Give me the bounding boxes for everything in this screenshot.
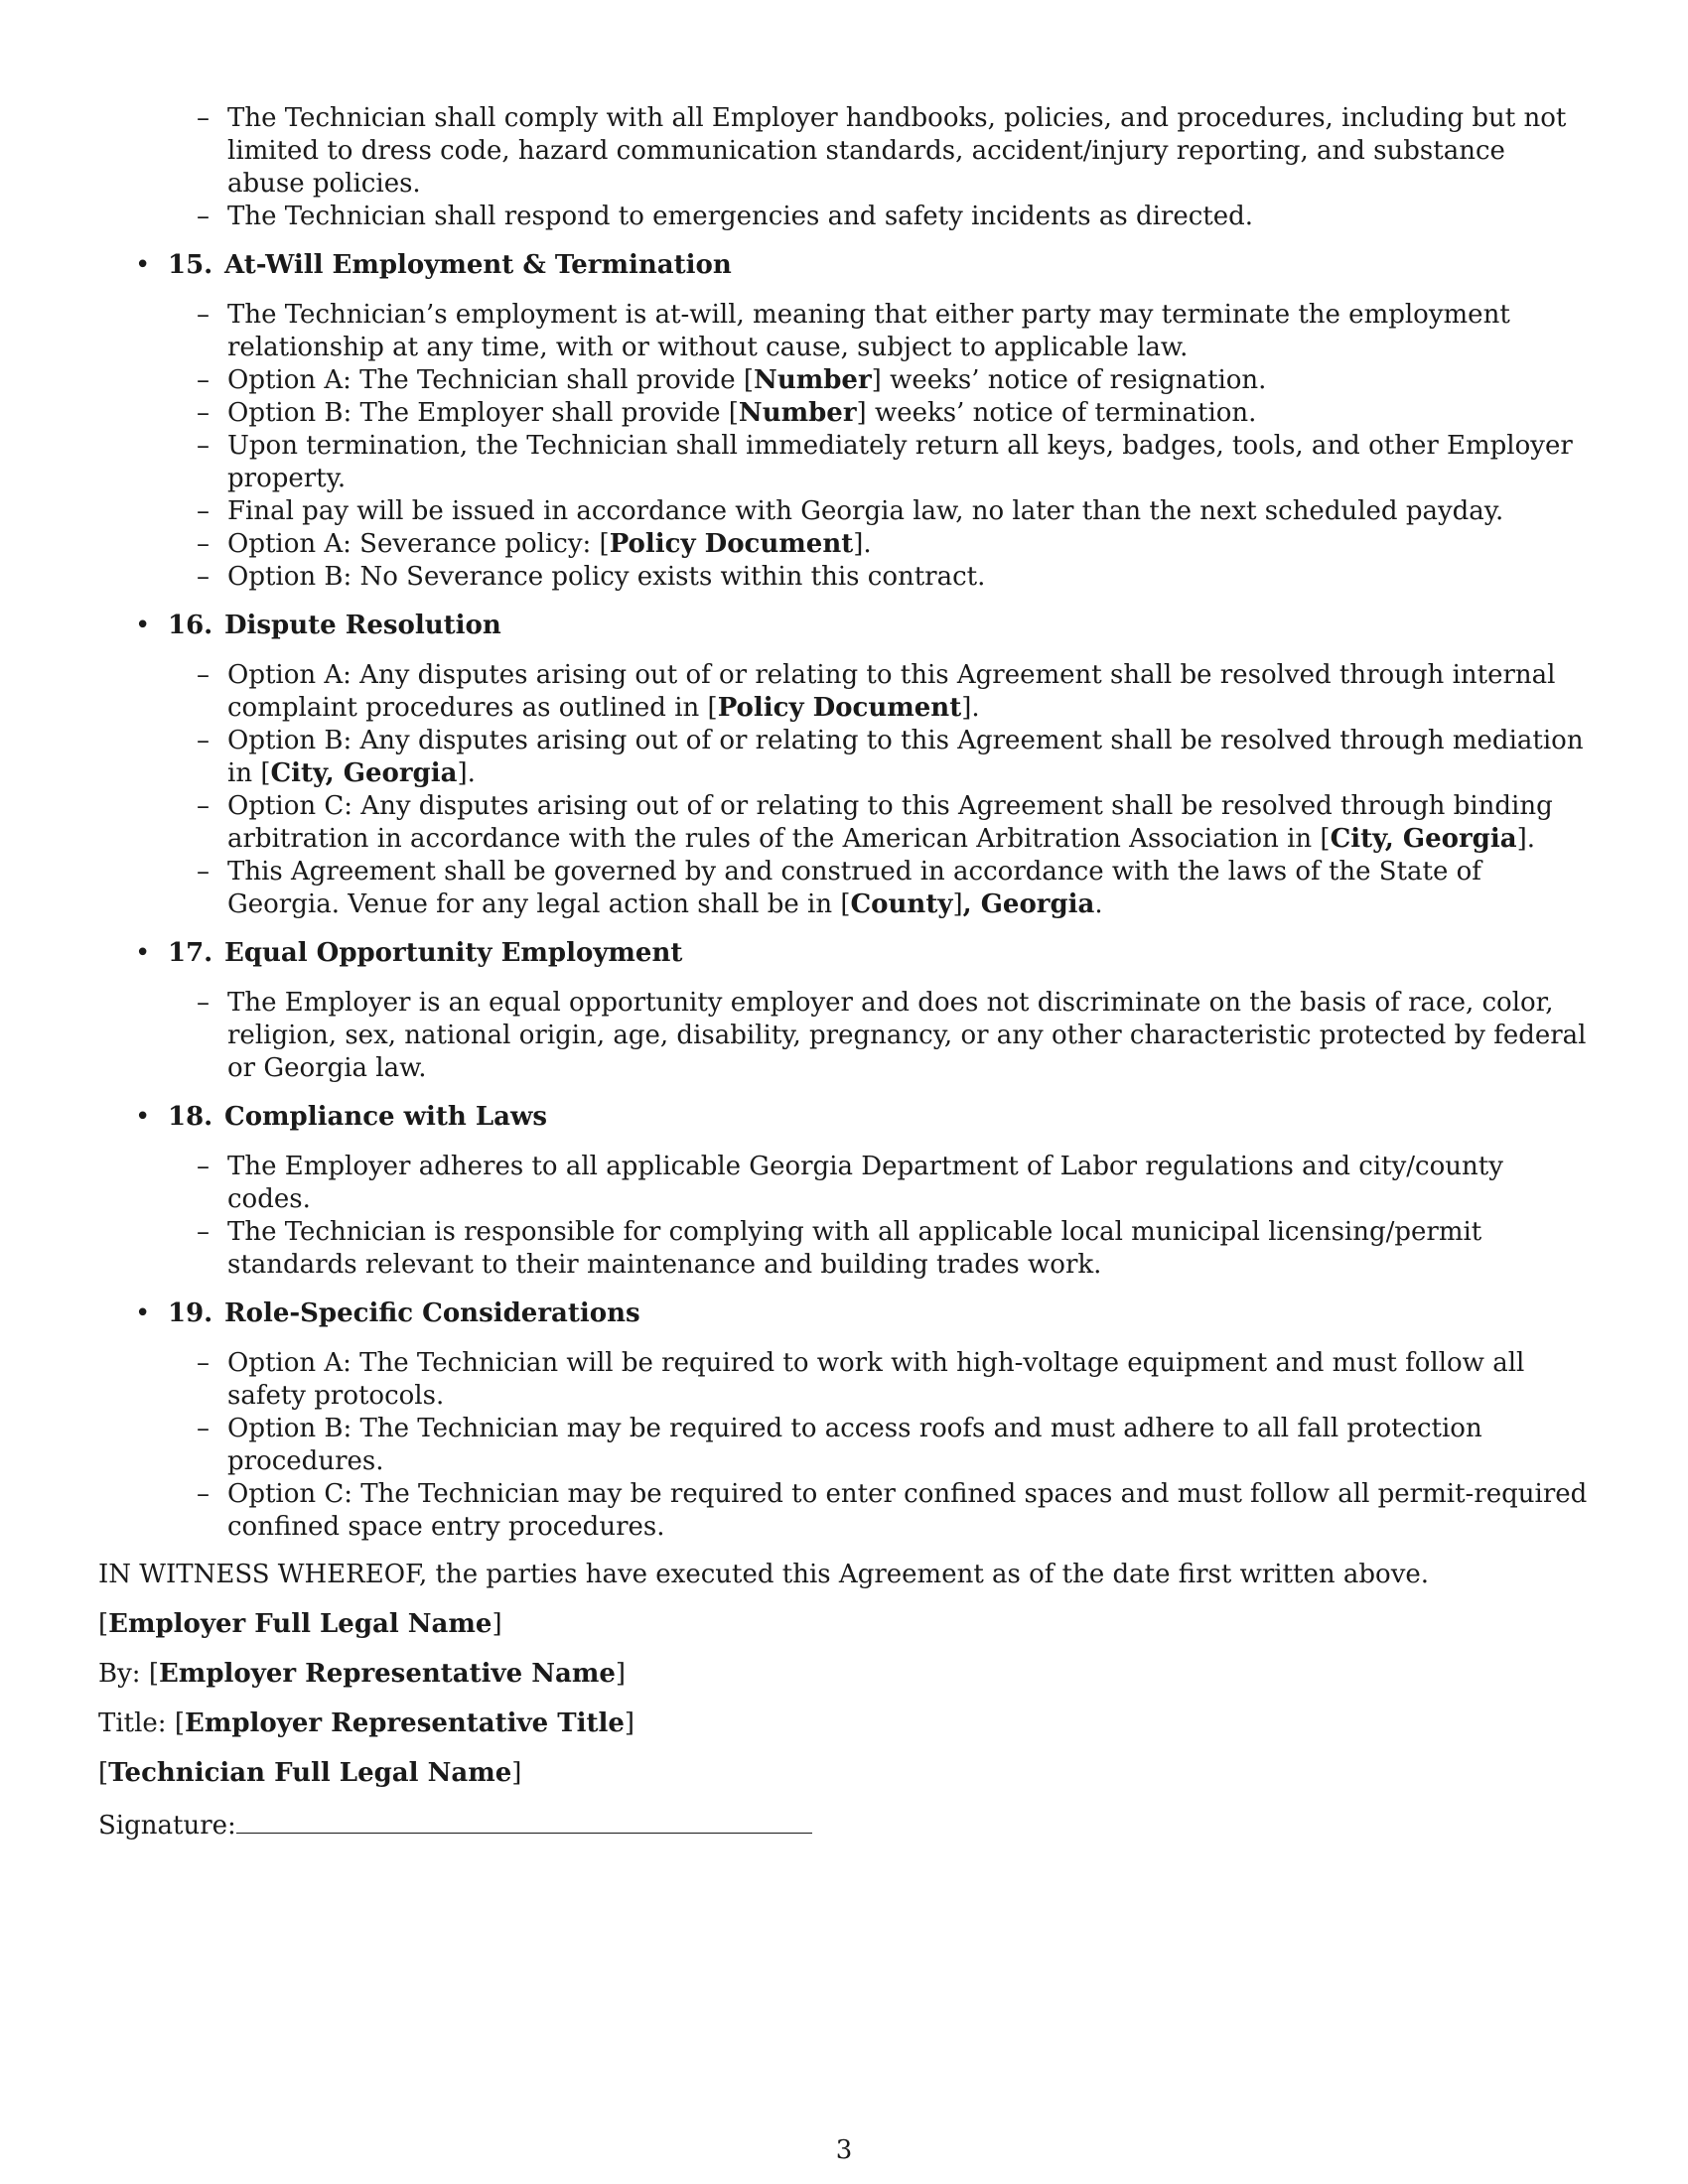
dash-marker: – [197,988,210,1018]
item-text: Option B: Any disputes arising out of or relating to this Agreement shall be resolved through mediation in [ [227,726,1584,788]
employer-name-line: [Employer Full Legal Name] [98,1609,502,1639]
signature-label: Signature: [98,1811,236,1841]
section-number: 18. [168,1102,213,1132]
placeholder-text: County [850,889,953,919]
list-item [197,987,1590,1085]
section-heading [168,610,1590,642]
list-item [197,1413,1590,1478]
item-text: ] [952,889,963,919]
item-text: Final pay will be issued in accordance with Georgia law, no later than the next scheduled payday. [227,496,1504,526]
document-page [98,102,1590,1859]
placeholder-text: City, Georgia [270,758,458,788]
dash-marker: – [197,660,210,690]
dash-marker: – [197,1479,210,1509]
item-text: The Technician’s employment is at-will, meaning that either party may terminate the employment relationship at any time, with or without cause, subject to applicable law. [227,300,1510,362]
item-text: Option A: The Technician will be required to work with high-voltage equipment and must follow all safety protocols. [227,1348,1525,1411]
dash-marker: – [197,529,210,559]
title-label: Title: [98,1708,167,1738]
item-text: Upon termination, the Technician shall immediately return all keys, badges, tools, and other Employer property. [227,431,1573,493]
list-item [197,659,1590,725]
item-text: Option B: The Employer shall provide [ [227,398,739,428]
bullet-marker: • [135,611,151,640]
employer-rep-title-placeholder: Employer Representative Title [185,1708,625,1738]
bullet-marker: • [135,250,151,280]
section-title: Compliance with Laws [224,1102,548,1132]
section-items [197,299,1590,594]
section-19 [98,1297,1590,1544]
placeholder-text: Number [738,398,857,428]
item-text: This Agreement shall be governed by and construed in accordance with the laws of the State of Georgia. Venue for any legal action shall be in [ [227,857,1481,919]
section-items [197,1347,1590,1544]
item-text: ]. [961,693,980,723]
dash-marker: – [197,365,210,395]
section-17 [98,937,1590,1085]
section-number: 17. [168,938,213,968]
placeholder-text: , Georgia [962,889,1095,919]
dash-marker: – [197,431,210,461]
bullet-marker: • [135,938,151,968]
section-heading [168,249,1590,282]
section-title: At-Will Employment & Termination [224,250,732,280]
by-label: By: [98,1659,141,1689]
dash-marker: – [197,300,210,330]
placeholder-text: Policy Document [717,693,962,723]
employer-title-line: Title: [Employer Representative Title] [98,1708,635,1738]
item-text: ] weeks’ notice of resignation. [871,365,1267,395]
employer-rep-name-placeholder: Employer Representative Name [158,1659,616,1689]
section-number: 16. [168,611,213,640]
item-text: The Technician shall respond to emergencies and safety incidents as directed. [227,202,1254,231]
list-item [197,1478,1590,1544]
item-text: The Technician shall comply with all Employer handbooks, policies, and procedures, including but not limited to dress code, hazard communication standards, accident/injury reporting, and substance abuse policies. [227,103,1567,199]
item-text: . [1094,889,1103,919]
list-item [197,561,1590,594]
list-item [197,430,1590,495]
witness-statement: IN WITNESS WHEREOF, the parties have executed this Agreement as of the date first written above. [98,1560,1430,1589]
dash-marker: – [197,857,210,887]
list-item [197,1151,1590,1216]
item-text: ] weeks’ notice of termination. [856,398,1257,428]
list-item [197,397,1590,430]
dash-marker: – [197,1348,210,1378]
dash-marker: – [197,496,210,526]
section-18 [98,1101,1590,1282]
technician-name-line: [Technician Full Legal Name] [98,1758,522,1788]
employer-rep-line: By: [Employer Representative Name] [98,1659,627,1689]
item-text: Option C: Any disputes arising out of or relating to this Agreement shall be resolved through binding arbitration in accordance with the rules of the American Arbitration Association in [ [227,791,1553,854]
placeholder-text: Policy Document [609,529,854,559]
section-title: Equal Opportunity Employment [224,938,683,968]
section-items [197,987,1590,1085]
section-items [197,659,1590,921]
item-text: Option A: The Technician shall provide [ [227,365,755,395]
dash-marker: – [197,726,210,755]
intro-list [197,102,1590,233]
item-text: Option A: Severance policy: [ [227,529,610,559]
section-16 [98,610,1590,921]
section-heading [168,937,1590,970]
item-text: The Technician is responsible for complying with all applicable local municipal licensing/permit standards relevant to their maintenance and building trades work. [227,1217,1482,1280]
dash-marker: – [197,1152,210,1181]
item-text: ]. [1516,824,1535,854]
item-text: The Employer is an equal opportunity employer and does not discriminate on the basis of race, color, religion, sex, national origin, age, disability, pregnancy, or any other characteristic protected by federal or Georgia law. [227,988,1587,1083]
dash-marker: – [197,103,210,133]
dash-marker: – [197,562,210,592]
technician-name-placeholder: Technician Full Legal Name [108,1758,512,1788]
section-title: Dispute Resolution [224,611,501,640]
item-text: The Employer adheres to all applicable Georgia Department of Labor regulations and city/county codes. [227,1152,1503,1214]
section-items [197,1151,1590,1282]
signature-block [98,1559,1590,1843]
dash-marker: – [197,1217,210,1247]
list-item [197,364,1590,397]
dash-marker: – [197,1414,210,1443]
list-item [197,102,1590,201]
item-text: ]. [853,529,872,559]
signature-line [98,1807,1590,1843]
list-item [197,1347,1590,1413]
item-text: Option B: No Severance policy exists within this contract. [227,562,986,592]
section-heading [168,1101,1590,1134]
list-item [197,790,1590,856]
item-text: ]. [457,758,476,788]
bullet-marker: • [135,1102,151,1132]
list-item [197,528,1590,561]
section-15 [98,249,1590,594]
list-item [197,495,1590,528]
section-number: 19. [168,1298,213,1328]
bullet-marker: • [135,1298,151,1328]
signature-blank[interactable] [236,1807,812,1834]
placeholder-text: City, Georgia [1330,824,1517,854]
list-item [197,201,1590,233]
employer-name-placeholder: Employer Full Legal Name [108,1609,492,1639]
section-heading [168,1297,1590,1330]
page-number: 3 [835,2135,853,2165]
sections-container [98,249,1590,1544]
section-number: 15. [168,250,213,280]
section-title: Role-Specific Considerations [224,1298,640,1328]
list-item [197,299,1590,364]
list-item [197,1216,1590,1282]
dash-marker: – [197,791,210,821]
list-item [197,856,1590,921]
item-text: Option A: Any disputes arising out of or relating to this Agreement shall be resolved through internal complaint procedures as outlined in [ [227,660,1556,723]
placeholder-text: Number [754,365,872,395]
item-text: Option C: The Technician may be required to enter confined spaces and must follow all permit-required confined space entry procedures. [227,1479,1588,1542]
list-item [197,725,1590,790]
dash-marker: – [197,202,210,231]
dash-marker: – [197,398,210,428]
item-text: Option B: The Technician may be required to access roofs and must adhere to all fall protection procedures. [227,1414,1482,1476]
